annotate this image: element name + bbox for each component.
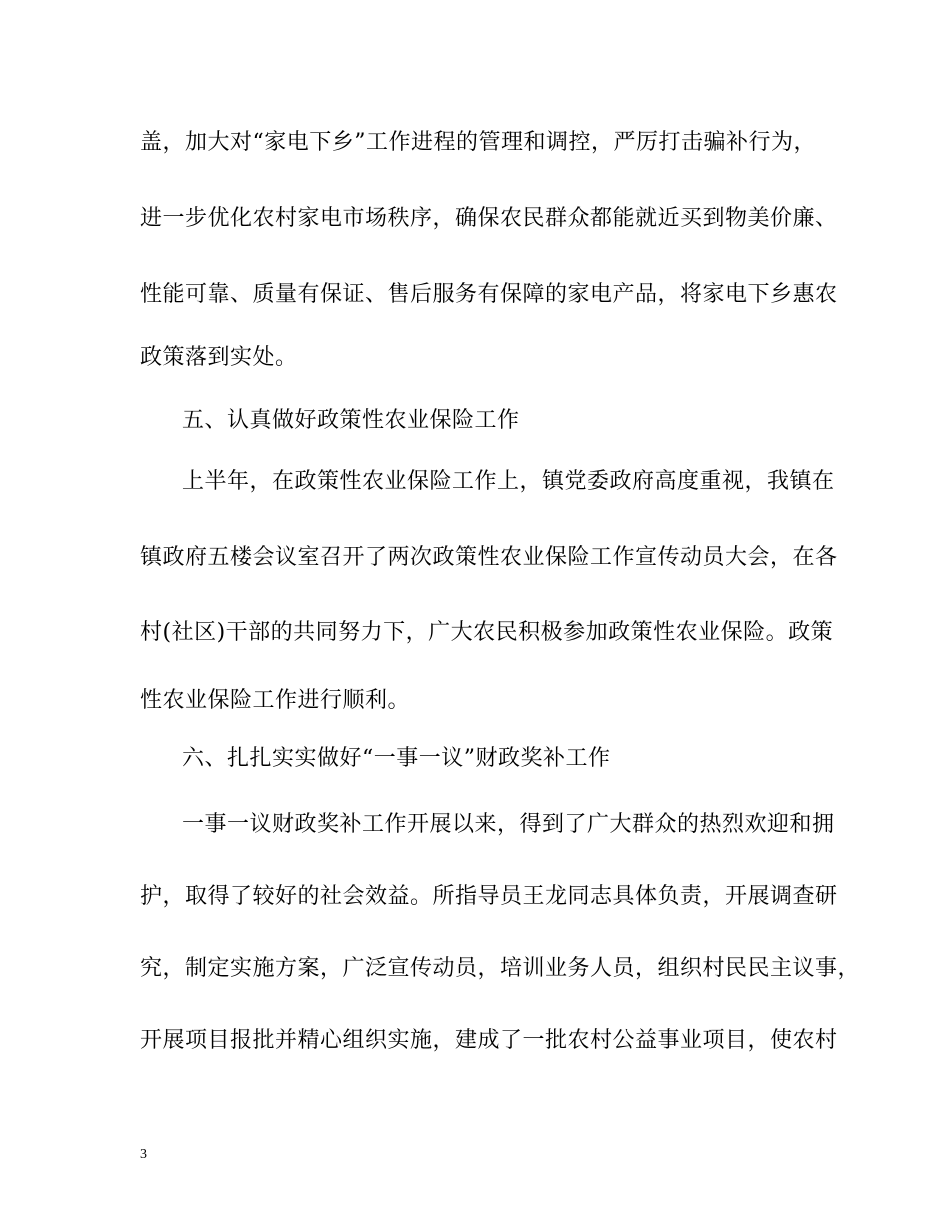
- section-heading-five: 五、认真做好政策性农业保险工作: [182, 408, 520, 433]
- paragraph-line: 究，制定实施方案，广泛宣传动员，培训业务人员，组织村民民主议事，: [140, 956, 861, 981]
- paragraph-line: 一事一议财政奖补工作开展以来，得到了广大群众的热烈欢迎和拥: [182, 812, 835, 837]
- paragraph-line: 盖，加大对“家电下乡”工作进程的管理和调控，严厉打击骗补行为，: [140, 130, 816, 155]
- page-number: 3: [140, 1147, 147, 1162]
- paragraph-line: 性农业保险工作进行顺利。: [140, 688, 411, 713]
- section-heading-six: 六、扎扎实实做好“一事一议”财政奖补工作: [182, 746, 611, 771]
- paragraph-line: 镇政府五楼会议室召开了两次政策性农业保险工作宣传动员大会，在各: [140, 545, 838, 570]
- paragraph-line: 村(社区)干部的共同努力下，广大农民积极参加政策性农业保险。政策: [140, 620, 834, 645]
- paragraph-line: 进一步优化农村家电市场秩序，确保农民群众都能就近买到物美价廉、: [140, 206, 838, 231]
- paragraph-line: 政策落到实处。: [140, 345, 298, 370]
- paragraph-line: 上半年，在政策性农业保险工作上，镇党委政府高度重视，我镇在: [182, 469, 835, 494]
- paragraph-line: 开展项目报批并精心组织实施，建成了一批农村公益事业项目，使农村: [140, 1028, 838, 1053]
- paragraph-line: 护，取得了较好的社会效益。所指导员王龙同志具体负责，开展调查研: [140, 884, 838, 909]
- paragraph-line: 性能可靠、质量有保证、售后服务有保障的家电产品，将家电下乡惠农: [140, 282, 838, 307]
